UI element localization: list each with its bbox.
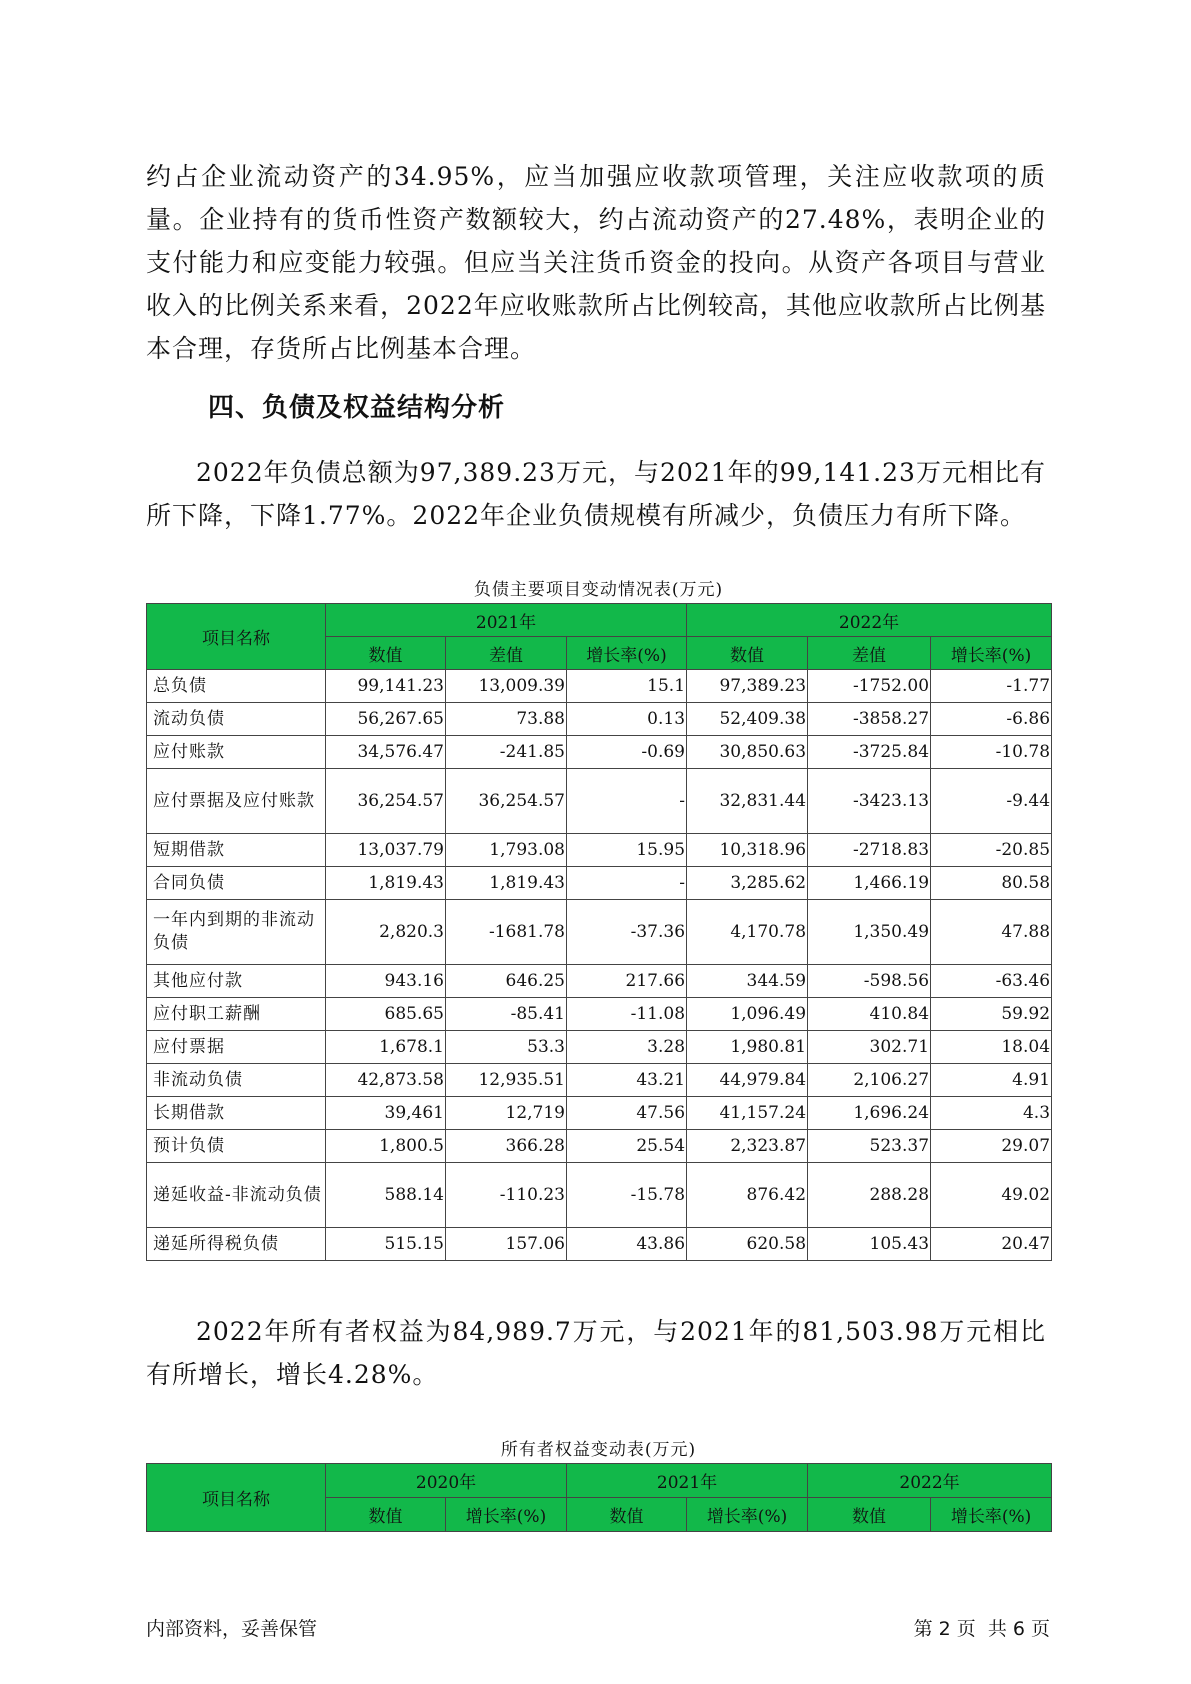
table-row — [147, 965, 1052, 998]
section-heading: 四、负债及权益结构分析 — [208, 393, 506, 423]
row-cell-v1: 1,819.43 — [326, 867, 446, 900]
header-growth: 增长率(%) — [931, 637, 1052, 670]
row-cell-v1: 34,576.47 — [326, 736, 446, 769]
row-cell-d2: -2718.83 — [808, 834, 931, 867]
row-cell-g1: 217.66 — [567, 965, 687, 998]
row-cell-g1: 43.21 — [567, 1064, 687, 1097]
header-growth: 增长率(%) — [446, 1498, 567, 1532]
row-cell-d2: 1,466.19 — [808, 867, 931, 900]
row-cell-g1: - — [567, 867, 687, 900]
row-cell-v2: 4,170.78 — [687, 900, 808, 965]
row-item-name: 长期借款 — [147, 1097, 326, 1130]
row-cell-g1: -0.69 — [567, 736, 687, 769]
row-cell-d1: 1,819.43 — [446, 867, 567, 900]
header-value: 数值 — [567, 1498, 687, 1532]
row-item-name: 递延所得税负债 — [147, 1228, 326, 1261]
row-cell-v1: 56,267.65 — [326, 703, 446, 736]
header-year-2021: 2021年 — [326, 604, 687, 637]
row-cell-v2: 620.58 — [687, 1228, 808, 1261]
row-cell-d1: 12,935.51 — [446, 1064, 567, 1097]
row-cell-g2: -9.44 — [931, 769, 1052, 834]
row-cell-v1: 2,820.3 — [326, 900, 446, 965]
row-cell-v2: 32,831.44 — [687, 769, 808, 834]
table-row — [147, 1228, 1052, 1261]
row-cell-g2: -6.86 — [931, 703, 1052, 736]
row-cell-v1: 39,461 — [326, 1097, 446, 1130]
table-row — [147, 1163, 1052, 1228]
header-year-2020: 2020年 — [326, 1464, 567, 1498]
table-row — [147, 736, 1052, 769]
row-cell-g2: 47.88 — [931, 900, 1052, 965]
row-cell-d1: 646.25 — [446, 965, 567, 998]
header-value: 数值 — [326, 637, 446, 670]
table-row — [147, 834, 1052, 867]
row-cell-v2: 10,318.96 — [687, 834, 808, 867]
row-item-name: 应付职工薪酬 — [147, 998, 326, 1031]
paragraph-equity-summary: 2022年所有者权益为84,989.7万元，与2021年的81,503.98万元相比有所增长，增长4.28%。 — [146, 1317, 1046, 1389]
row-cell-g2: 49.02 — [931, 1163, 1052, 1228]
row-cell-d1: -241.85 — [446, 736, 567, 769]
row-cell-d1: 13,009.39 — [446, 670, 567, 703]
row-cell-d2: 2,106.27 — [808, 1064, 931, 1097]
row-cell-g1: 43.86 — [567, 1228, 687, 1261]
row-cell-v2: 1,980.81 — [687, 1031, 808, 1064]
row-item-name: 应付票据 — [147, 1031, 326, 1064]
row-cell-d1: 53.3 — [446, 1031, 567, 1064]
row-cell-g1: -11.08 — [567, 998, 687, 1031]
header-item-name: 项目名称 — [147, 1464, 326, 1532]
header-value: 数值 — [326, 1498, 446, 1532]
row-cell-d1: -1681.78 — [446, 900, 567, 965]
row-cell-v2: 41,157.24 — [687, 1097, 808, 1130]
row-cell-g1: 47.56 — [567, 1097, 687, 1130]
row-cell-d2: 1,696.24 — [808, 1097, 931, 1130]
table-row — [147, 867, 1052, 900]
row-cell-g1: 3.28 — [567, 1031, 687, 1064]
row-cell-g2: 59.92 — [931, 998, 1052, 1031]
row-cell-g1: -37.36 — [567, 900, 687, 965]
liability-table — [146, 603, 1052, 1261]
row-item-name: 总负债 — [147, 670, 326, 703]
row-cell-v1: 1,800.5 — [326, 1130, 446, 1163]
row-cell-d1: 12,719 — [446, 1097, 567, 1130]
table-row — [147, 1064, 1052, 1097]
row-item-name: 应付账款 — [147, 736, 326, 769]
row-cell-v2: 44,979.84 — [687, 1064, 808, 1097]
row-cell-v2: 52,409.38 — [687, 703, 808, 736]
row-cell-d1: 36,254.57 — [446, 769, 567, 834]
liability-table-body — [147, 670, 1052, 1261]
row-cell-g1: - — [567, 769, 687, 834]
row-cell-d2: -3725.84 — [808, 736, 931, 769]
table-row — [147, 703, 1052, 736]
row-cell-d1: 366.28 — [446, 1130, 567, 1163]
row-cell-d2: -3858.27 — [808, 703, 931, 736]
header-diff: 差值 — [446, 637, 567, 670]
row-cell-v1: 13,037.79 — [326, 834, 446, 867]
table-row — [147, 1031, 1052, 1064]
liability-table-caption: 负债主要项目变动情况表(万元) — [473, 580, 724, 600]
row-cell-d2: -1752.00 — [808, 670, 931, 703]
row-cell-g2: 20.47 — [931, 1228, 1052, 1261]
row-item-name: 流动负债 — [147, 703, 326, 736]
row-item-name: 其他应付款 — [147, 965, 326, 998]
row-cell-v2: 30,850.63 — [687, 736, 808, 769]
header-diff: 差值 — [808, 637, 931, 670]
header-year-2022: 2022年 — [808, 1464, 1052, 1498]
row-cell-g2: 29.07 — [931, 1130, 1052, 1163]
table-row — [147, 900, 1052, 965]
header-item-name: 项目名称 — [147, 604, 326, 670]
row-cell-d1: 157.06 — [446, 1228, 567, 1261]
row-cell-v1: 99,141.23 — [326, 670, 446, 703]
row-cell-d2: -3423.13 — [808, 769, 931, 834]
row-cell-d2: 1,350.49 — [808, 900, 931, 965]
row-cell-d2: 302.71 — [808, 1031, 931, 1064]
row-cell-g2: 4.91 — [931, 1064, 1052, 1097]
row-cell-g1: 15.1 — [567, 670, 687, 703]
table-row — [147, 998, 1052, 1031]
row-cell-g2: 4.3 — [931, 1097, 1052, 1130]
header-growth: 增长率(%) — [931, 1498, 1052, 1532]
header-value: 数值 — [808, 1498, 931, 1532]
header-growth: 增长率(%) — [567, 637, 687, 670]
row-cell-v1: 1,678.1 — [326, 1031, 446, 1064]
row-cell-v2: 3,285.62 — [687, 867, 808, 900]
row-cell-d2: 523.37 — [808, 1130, 931, 1163]
row-cell-g2: 80.58 — [931, 867, 1052, 900]
header-growth: 增长率(%) — [687, 1498, 808, 1532]
paragraph-liability-summary: 2022年负债总额为97,389.23万元，与2021年的99,141.23万元相比有所下降，下降1.77%。2022年企业负债规模有所减少，负债压力有所下降。 — [146, 458, 1046, 530]
footer-page-number: 第 2 页 共 6 页 — [913, 1618, 1050, 1640]
row-cell-d2: 410.84 — [808, 998, 931, 1031]
row-cell-g2: -10.78 — [931, 736, 1052, 769]
row-cell-g2: -20.85 — [931, 834, 1052, 867]
row-cell-g2: -1.77 — [931, 670, 1052, 703]
row-cell-v1: 36,254.57 — [326, 769, 446, 834]
row-cell-g2: -63.46 — [931, 965, 1052, 998]
row-item-name: 应付票据及应付账款 — [147, 769, 326, 834]
row-cell-g1: 25.54 — [567, 1130, 687, 1163]
table-row — [147, 1097, 1052, 1130]
row-cell-d1: -85.41 — [446, 998, 567, 1031]
row-cell-d1: -110.23 — [446, 1163, 567, 1228]
equity-table-caption: 所有者权益变动表(万元) — [500, 1440, 697, 1460]
header-value: 数值 — [687, 637, 808, 670]
table-row — [147, 670, 1052, 703]
row-cell-v1: 588.14 — [326, 1163, 446, 1228]
row-cell-g2: 18.04 — [931, 1031, 1052, 1064]
equity-table — [146, 1463, 1052, 1532]
row-cell-v2: 97,389.23 — [687, 670, 808, 703]
table-row — [147, 1130, 1052, 1163]
header-year-2021: 2021年 — [567, 1464, 808, 1498]
table-row — [147, 769, 1052, 834]
row-item-name: 短期借款 — [147, 834, 326, 867]
paragraph-asset-analysis: 约占企业流动资产的34.95%，应当加强应收款项管理，关注应收款项的质量。企业持有的货币性资产数额较大，约占流动资产的27.48%，表明企业的支付能力和应变能力较强。但应当关注货币资金的投向。从资产各项目与营业收入的比例关系来看，2022年应收账款所占比例较高，其他应收款所占比例基本合理，存货所占比例基本合理。 — [146, 162, 1046, 363]
row-cell-v2: 2,323.87 — [687, 1130, 808, 1163]
header-year-2022: 2022年 — [687, 604, 1052, 637]
row-cell-d2: -598.56 — [808, 965, 931, 998]
row-cell-d2: 288.28 — [808, 1163, 931, 1228]
row-cell-v1: 42,873.58 — [326, 1064, 446, 1097]
row-cell-g1: -15.78 — [567, 1163, 687, 1228]
row-cell-v2: 344.59 — [687, 965, 808, 998]
row-cell-v2: 876.42 — [687, 1163, 808, 1228]
row-item-name: 合同负债 — [147, 867, 326, 900]
row-item-name: 非流动负债 — [147, 1064, 326, 1097]
row-cell-g1: 15.95 — [567, 834, 687, 867]
row-cell-d1: 73.88 — [446, 703, 567, 736]
row-cell-v1: 515.15 — [326, 1228, 446, 1261]
row-cell-d1: 1,793.08 — [446, 834, 567, 867]
row-item-name: 预计负债 — [147, 1130, 326, 1163]
row-cell-g1: 0.13 — [567, 703, 687, 736]
row-item-name: 递延收益-非流动负债 — [147, 1163, 326, 1228]
footer-confidential-note: 内部资料，妥善保管 — [146, 1618, 318, 1640]
row-cell-v1: 685.65 — [326, 998, 446, 1031]
row-cell-v2: 1,096.49 — [687, 998, 808, 1031]
row-cell-d2: 105.43 — [808, 1228, 931, 1261]
row-item-name: 一年内到期的非流动负债 — [147, 900, 326, 965]
row-cell-v1: 943.16 — [326, 965, 446, 998]
